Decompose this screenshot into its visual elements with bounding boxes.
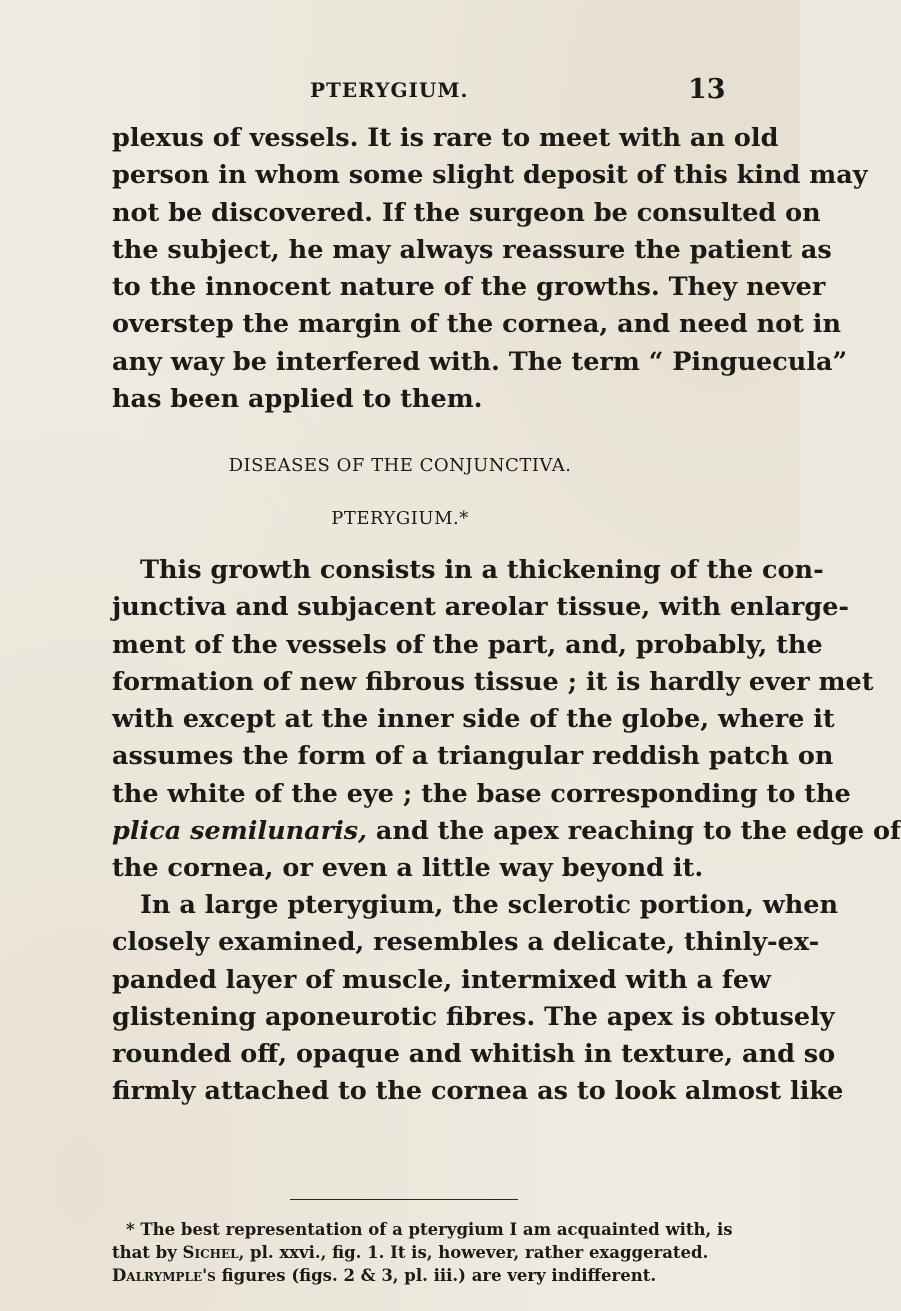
section-title: DISEASES OF THE CONJUNCTIVA. — [228, 455, 572, 476]
footnote-line — [112, 1241, 708, 1264]
paragraph-continued — [112, 120, 868, 418]
text-line: glistening aponeurotic fibres. The apex is obtusely — [112, 1001, 835, 1032]
text-line — [112, 552, 824, 589]
footnote-text: figures (figs. 2 & 3, pl. iii.) are very indifferent. — [215, 1266, 657, 1285]
paragraph-pterygium-description — [112, 552, 901, 888]
text-line — [112, 813, 901, 850]
paragraph-large-pterygium — [112, 887, 844, 1111]
text-line-content: In a large pterygium, the sclerotic portion, when — [140, 890, 839, 920]
text-line: to the innocent nature of the growths. They never — [112, 272, 826, 303]
subsection-title: PTERYGIUM.* — [331, 508, 469, 529]
author-name-dalrymple: Dalrymple's — [112, 1266, 216, 1285]
footnote-text: * The best representation of a pterygium I am acquainted with, is — [126, 1220, 733, 1239]
text-line: has been applied to them. — [112, 384, 483, 415]
italic-term: plica semilunaris, — [112, 816, 368, 847]
footnote — [112, 1218, 733, 1287]
page-header — [0, 74, 800, 108]
author-name-sichel: Sichel — [182, 1243, 239, 1262]
text-line: with except at the inner side of the globe, where it — [112, 704, 835, 735]
page-number: 13 — [688, 74, 726, 105]
text-line — [112, 887, 839, 924]
text-line: junctiva and subjacent areolar tissue, with enlarge- — [112, 592, 849, 623]
text-line: formation of new fibrous tissue ; it is hardly ever met — [112, 666, 874, 697]
footnote-line — [112, 1218, 733, 1241]
text-line: the subject, he may always reassure the patient as — [112, 234, 832, 265]
footnote-rule — [290, 1199, 518, 1200]
text-line: ment of the vessels of the part, and, probably, the — [112, 629, 823, 660]
footnote-line — [112, 1264, 708, 1287]
text-line: firmly attached to the cornea as to look almost like — [112, 1076, 844, 1107]
text-line: closely examined, resembles a delicate, thinly-ex- — [112, 927, 820, 958]
text-line: not be discovered. If the surgeon be consulted on — [112, 197, 821, 228]
text-line: rounded off, opaque and whitish in texture, and so — [112, 1039, 836, 1070]
text-line: assumes the form of a triangular reddish patch on — [112, 741, 834, 772]
text-line: person in whom some slight deposit of this kind may — [112, 160, 868, 191]
text-line-content: and the apex reaching to the edge of — [367, 816, 901, 847]
text-line: any way be interfered with. The term “ Pinguecula” — [112, 346, 848, 377]
footnote-text: , pl. xxvi., fig. 1. It is, however, rather exaggerated. — [238, 1243, 709, 1262]
footnote-text: that by — [112, 1243, 183, 1262]
text-line: plexus of vessels. It is rare to meet with an old — [112, 123, 779, 153]
text-line: the cornea, or even a little way beyond it. — [112, 853, 704, 884]
running-title: PTERYGIUM. — [310, 78, 469, 102]
text-line-content: This growth consists in a thickening of the con- — [140, 555, 824, 585]
text-line: overstep the margin of the cornea, and need not in — [112, 309, 842, 340]
text-line: the white of the eye ; the base corresponding to the — [112, 778, 851, 809]
text-line: panded layer of muscle, intermixed with a few — [112, 964, 771, 995]
